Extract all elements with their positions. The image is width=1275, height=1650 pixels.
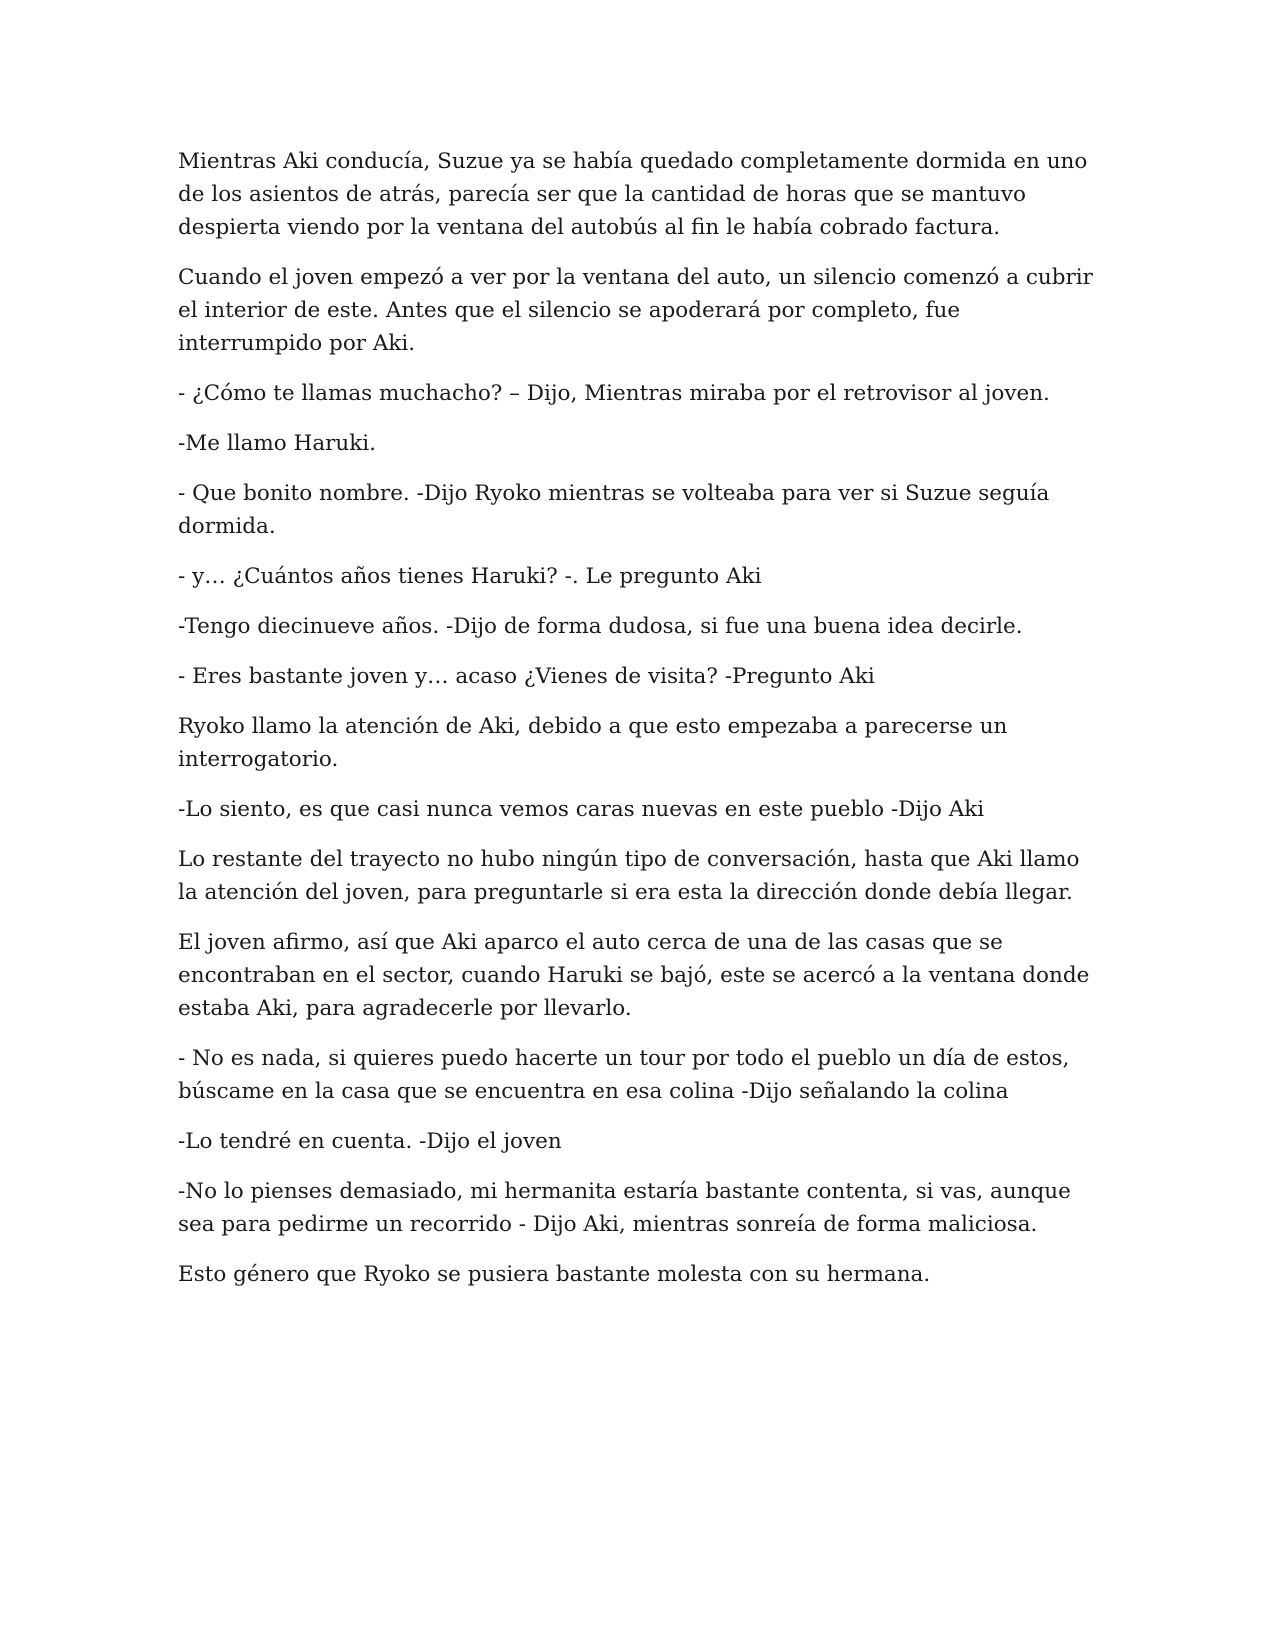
document-body <box>178 145 1098 1308</box>
paragraph-14: -Lo tendré en cuenta. -Dijo el joven <box>178 1129 562 1154</box>
paragraph-5: - Que bonito nombre. -Dijo Ryoko mientras se volteaba para ver si Suzue seguía dormida. <box>178 481 1050 539</box>
paragraph-12: El joven afirmo, así que Aki aparco el auto cerca de una de las casas que se encontraban en el sector, cuando Haruki se bajó, este se acercó a la ventana donde estaba Aki, para agradecerle por llevarlo. <box>178 930 1090 1021</box>
paragraph-4: -Me llamo Haruki. <box>178 431 377 456</box>
paragraph-8: - Eres bastante joven y… acaso ¿Vienes de visita? -Pregunto Aki <box>178 664 875 689</box>
paragraph-2: Cuando el joven empezó a ver por la ventana del auto, un silencio comenzó a cubrir el interior de este. Antes que el silencio se apoderará por completo, fue interrumpido por Aki. <box>178 265 1093 356</box>
paragraph-16: Esto género que Ryoko se pusiera bastante molesta con su hermana. <box>178 1262 931 1287</box>
paragraph-9: Ryoko llamo la atención de Aki, debido a que esto empezaba a parecerse un interrogatorio. <box>178 714 1008 772</box>
paragraph-6: - y… ¿Cuántos años tienes Haruki? -. Le pregunto Aki <box>178 564 762 589</box>
paragraph-10: -Lo siento, es que casi nunca vemos caras nuevas en este pueblo -Dijo Aki <box>178 797 985 822</box>
paragraph-7: -Tengo diecinueve años. -Dijo de forma dudosa, si fue una buena idea decirle. <box>178 614 1023 639</box>
paragraph-1: Mientras Aki conducía, Suzue ya se había quedado completamente dormida en uno de los asientos de atrás, parecía ser que la cantidad de horas que se mantuvo despierta viendo por la ventana del autobús al fin le había cobrado factura. <box>178 149 1088 240</box>
paragraph-3: - ¿Cómo te llamas muchacho? – Dijo, Mientras miraba por el retrovisor al joven. <box>178 381 1050 406</box>
paragraph-15: -No lo pienses demasiado, mi hermanita estaría bastante contenta, si vas, aunque sea para pedirme un recorrido - Dijo Aki, mientras sonreía de forma maliciosa. <box>178 1179 1071 1237</box>
paragraph-11: Lo restante del trayecto no hubo ningún tipo de conversación, hasta que Aki llamo la atención del joven, para preguntarle si era esta la dirección donde debía llegar. <box>178 847 1080 905</box>
paragraph-13: - No es nada, si quieres puedo hacerte un tour por todo el pueblo un día de estos, búscame en la casa que se encuentra en esa colina -Dijo señalando la colina <box>178 1046 1070 1104</box>
